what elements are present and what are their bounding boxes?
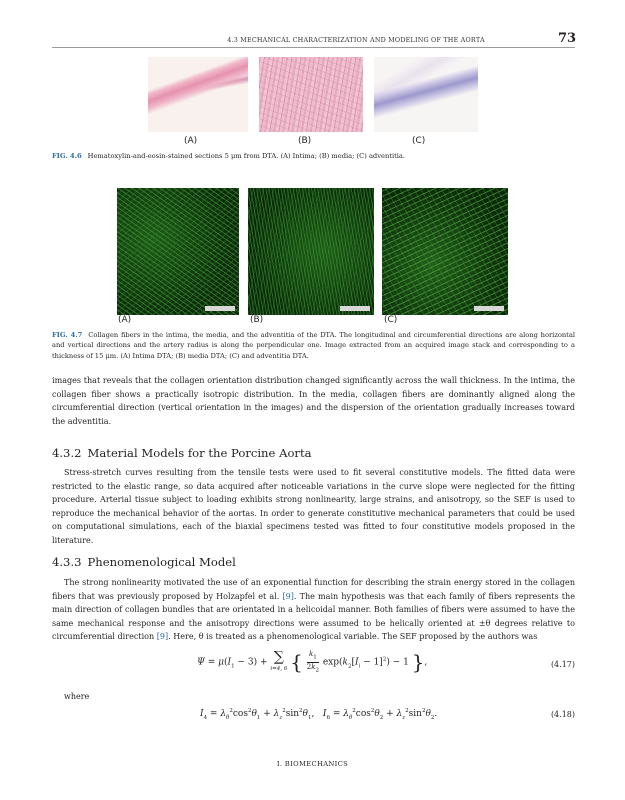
section-4-3-2-paragraph: Stress-stretch curves resulting from the tensile tests were used to fit several constitutive models. The fitted data were restricted to the elastic range, so data acquired after noticeable variations in the curve slope were neglected for the fitting procedure. Arterial tissue subject to loading exhibits strong nonlinearity, large strains, and anisotropy, so the SEF is used to reproduce the mechanical behavior of the aortas. In order to generate constitutive mechanical parameters that could be used on computational simulations, each of the biaxial specimens tested was fitted to four constitutive models proposed in the literature.	[52, 468, 575, 545]
figure-4-6-caption-label: FIG. 4.6	[52, 152, 82, 160]
figure-4-6-image-media	[259, 57, 363, 132]
scale-bar-icon	[205, 306, 235, 311]
section-4-3-3-heading	[52, 555, 236, 569]
where-text: where	[64, 692, 90, 701]
equation-4-17-number: (4.17)	[550, 660, 575, 669]
equation-4-17-body: $\Psi = \mu(I_1 - 3)$ + ∑ i=4, 6 { $\frac{k_1}{2k_2}$ $\exp(k_2[I_i - 1]^2) - 1$ },	[197, 649, 428, 674]
equation-4-18-body: $I_4 = \lambda_\theta^2\cos^2\theta_1 + \lambda_z^2\sin^2\theta_1$, $I_6 = \lambda_\theta^2\cos^2\theta_2 + \lambda_z^2\sin^2\theta_2$.	[200, 708, 438, 721]
paragraph-text: . Here, θ is treated as a phenomenological variable. The SEF proposed by the authors was	[168, 632, 538, 642]
figure-4-6-label-c: (C)	[412, 136, 426, 146]
page-number: 73	[558, 31, 577, 46]
section-4-3-2-heading	[52, 446, 312, 460]
citation-link[interactable]: [9]	[156, 632, 169, 642]
figure-4-6-caption	[52, 151, 575, 161]
figure-4-6-label-b: (B)	[298, 136, 312, 146]
figure-4-7-label-a: (A)	[118, 315, 132, 325]
intro-paragraph: images that reveals that the collagen orientation distribution changed significantly across the wall thickness. In the intima, the collagen fiber shows a practically isotropic distribution. In the media, collagen fibers are dominantly aligned along the circumferential direction (vertical orientation in the images) and the dispersion of the orientation gradually increases toward the adventitia.	[52, 376, 575, 426]
scale-bar-icon	[474, 306, 504, 311]
footer-part-title: I. BIOMECHANICS	[276, 760, 349, 768]
figure-4-7-label-c: (C)	[384, 315, 398, 325]
section-4-3-3-title: Phenomenological Model	[87, 555, 236, 569]
section-4-3-2-number: 4.3.2	[52, 446, 82, 460]
equation-4-18-number: (4.18)	[550, 710, 575, 719]
figure-4-7-image-media	[248, 188, 374, 315]
figure-4-6-image-intima	[148, 57, 248, 132]
equation-4-17	[52, 650, 575, 680]
header-divider	[52, 47, 575, 48]
figure-4-7-image-intima	[117, 188, 239, 315]
figure-4-7-label-b: (B)	[250, 315, 264, 325]
section-4-3-3-number: 4.3.3	[52, 555, 82, 569]
figure-4-6-label-a: (A)	[184, 136, 198, 146]
paragraph-text: . The main hypothesis was that each family of fibers represents the main direction of collagen bundles that are orientated in a helicoidal manner. Both families of fibers were assumed to have the same mechanical response and the anisotropy directions were assumed to be helically oriented at ±θ degrees relative to circumferential direction	[52, 591, 575, 642]
figure-4-7-image-adventitia	[382, 188, 508, 315]
figure-4-7-caption	[52, 330, 575, 361]
section-4-3-2-title: Material Models for the Porcine Aorta	[87, 446, 312, 460]
citation-link[interactable]: [9]	[282, 591, 294, 601]
section-4-3-3-paragraph	[52, 576, 575, 644]
figure-4-6-image-adventitia	[374, 57, 478, 132]
paragraph-text: The strong nonlinearity motivated the use of an exponential function for describing the strain energy stored in the collagen fibers that was previously proposed by Holzapfel et al.	[52, 578, 575, 601]
figure-4-7-caption-text: Collagen fibers in the intima, the media, and the adventitia of the DTA. The longitudinal and circumferential directions are along horizontal and vertical directions and the artery radius is along the perpendicular one. Image extracted from an acquired image stack and corresponding to a thickness of 15 μm. (A) Intima DTA; (B) media DTA; (C) and adventitia DTA.	[52, 331, 575, 360]
equation-4-18	[52, 708, 575, 724]
running-header: 4.3 MECHANICAL CHARACTERIZATION AND MODELING OF THE AORTA	[227, 36, 485, 44]
figure-4-7-caption-label: FIG. 4.7	[52, 331, 83, 339]
figure-4-6-caption-text: Hematoxylin-and-eosin-stained sections 5 μm from DTA. (A) Intima; (B) media; (C) adventitia.	[87, 152, 406, 160]
scale-bar-icon	[340, 306, 370, 311]
